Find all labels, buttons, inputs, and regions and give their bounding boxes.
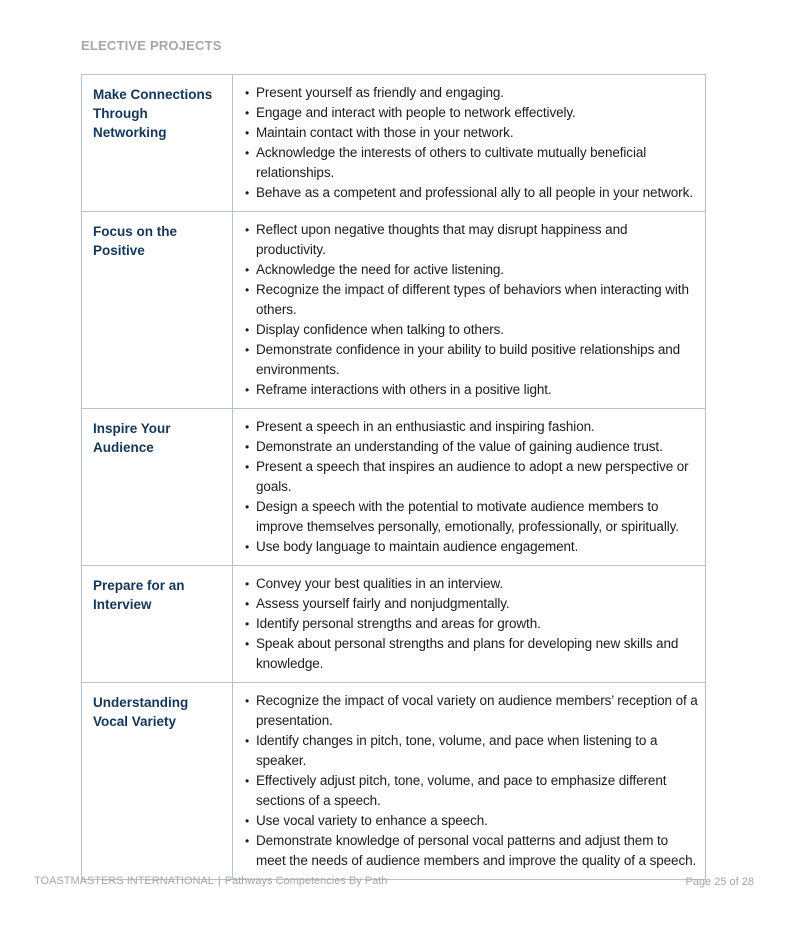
project-name: Make Connections Through Networking <box>82 75 233 212</box>
competency-table <box>81 74 706 880</box>
list-item: • Acknowledge the need for active listening. <box>245 260 699 280</box>
competency-cell <box>233 409 706 566</box>
list-item: • Maintain contact with those in your network. <box>245 123 699 143</box>
table-row <box>82 683 706 880</box>
project-name: Focus on the Positive <box>82 212 233 409</box>
list-item: • Present a speech that inspires an audience to adopt a new perspective or goals. <box>245 457 699 497</box>
competency-cell <box>233 75 706 212</box>
list-item: • Identify personal strengths and areas for growth. <box>245 614 699 634</box>
list-item: • Behave as a competent and professional ally to all people in your network. <box>245 183 699 203</box>
competency-list <box>245 691 699 871</box>
project-name: Prepare for an Interview <box>82 566 233 683</box>
table-row <box>82 566 706 683</box>
list-item: • Reflect upon negative thoughts that may disrupt happiness and productivity. <box>245 220 699 260</box>
list-item: • Acknowledge the interests of others to cultivate mutually beneficial relationships. <box>245 143 699 183</box>
project-name: Inspire Your Audience <box>82 409 233 566</box>
list-item: • Effectively adjust pitch, tone, volume, and pace to emphasize different sections of a speech. <box>245 771 699 811</box>
list-item: • Demonstrate confidence in your ability to build positive relationships and environments. <box>245 340 699 380</box>
table-row <box>82 212 706 409</box>
footer-document-info <box>34 875 387 887</box>
footer-separator: | <box>217 875 221 887</box>
competency-list <box>245 220 699 400</box>
list-item: • Recognize the impact of different types of behaviors when interacting with others. <box>245 280 699 320</box>
list-item: • Use vocal variety to enhance a speech. <box>245 811 699 831</box>
footer-organization: TOASTMASTERS INTERNATIONAL <box>34 875 214 887</box>
list-item: • Demonstrate knowledge of personal vocal patterns and adjust them to meet the needs of audience members and improve the quality of a speech. <box>245 831 699 871</box>
list-item: • Recognize the impact of vocal variety on audience members’ reception of a presentation. <box>245 691 699 731</box>
page-number: Page 25 of 28 <box>685 876 754 888</box>
competency-list <box>245 574 699 674</box>
list-item: • Display confidence when talking to others. <box>245 320 699 340</box>
list-item: • Identify changes in pitch, tone, volume, and pace when listening to a speaker. <box>245 731 699 771</box>
list-item: • Convey your best qualities in an interview. <box>245 574 699 594</box>
section-heading: ELECTIVE PROJECTS <box>81 38 222 53</box>
list-item: • Assess yourself fairly and nonjudgmentally. <box>245 594 699 614</box>
project-name: Understanding Vocal Variety <box>82 683 233 880</box>
list-item: • Present yourself as friendly and engaging. <box>245 83 699 103</box>
competency-cell <box>233 566 706 683</box>
competency-cell <box>233 212 706 409</box>
table-row <box>82 409 706 566</box>
list-item: • Speak about personal strengths and plans for developing new skills and knowledge. <box>245 634 699 674</box>
competency-cell <box>233 683 706 880</box>
list-item: • Present a speech in an enthusiastic and inspiring fashion. <box>245 417 699 437</box>
list-item: • Design a speech with the potential to motivate audience members to improve themselves personally, emotionally, professionally, or spiritually. <box>245 497 699 537</box>
list-item: • Use body language to maintain audience engagement. <box>245 537 699 557</box>
table-row <box>82 75 706 212</box>
competency-list <box>245 83 699 203</box>
list-item: • Demonstrate an understanding of the value of gaining audience trust. <box>245 437 699 457</box>
competency-list <box>245 417 699 557</box>
list-item: • Reframe interactions with others in a positive light. <box>245 380 699 400</box>
list-item: • Engage and interact with people to network effectively. <box>245 103 699 123</box>
footer-document-title: Pathways Competencies By Path <box>224 875 388 887</box>
